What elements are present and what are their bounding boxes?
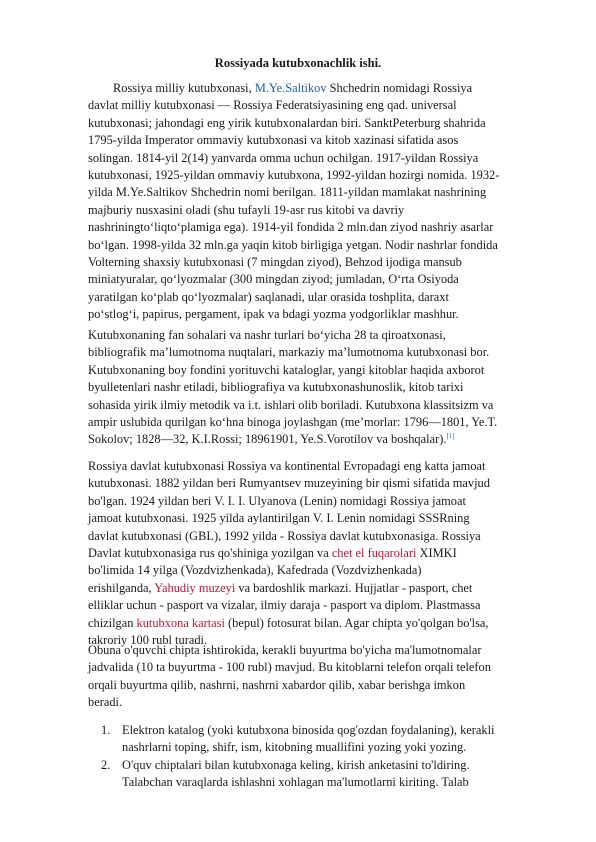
list-item bbox=[101, 722, 531, 757]
list-item-line: Elektron katalog (yoki kutubxona binosida qog'ozdan foydalaning), kerakli bbox=[122, 723, 495, 737]
paragraph-line bbox=[88, 615, 528, 632]
paragraph-line: sohasida yirik ilmiy metodik va i.t. ishlari olib boriladi. Kutubxona klassitsizm va bbox=[88, 397, 494, 412]
list-item bbox=[101, 757, 531, 792]
paragraph-line: Rossiya davlat kutubxonasi Rossiya va kontinental Evropadagi eng katta jamoat bbox=[88, 459, 486, 473]
paragraph-line bbox=[88, 80, 528, 97]
paragraph-line: yaratilgan ko‘plab qo‘lyozmalar) saqlanadi, ular orasida toshplita, daraxt bbox=[88, 289, 449, 304]
list-item-line: nashrlarni toping, shifr, ism, kitobning muallifini yozing yoki yozing. bbox=[122, 740, 467, 755]
link-jewish-museum[interactable]: Yahudiy muzeyi bbox=[154, 580, 236, 595]
paragraph-line bbox=[88, 580, 528, 597]
text-fragment: Davlat kutubxonasiga rus qo'shiniga yozilgan va bbox=[88, 546, 332, 561]
paragraph-line: yilda M.Ye.Saltikov Shchedrin nomi berilgan. 1811-yildan mamlakat nashrining bbox=[88, 185, 487, 200]
paragraph-line: solingan. 1814-yil 2(14) yanvarda omma uchun ochilgan. 1917-yildan Rossiya bbox=[88, 150, 479, 165]
paragraph-reading-rooms bbox=[88, 327, 528, 449]
paragraph-line: bo'lgan. 1924 yildan beri V. I. I. Ulyanova (Lenin) nomidagi Rossiya jamoat bbox=[88, 493, 466, 508]
paragraph-line: bo‘lgan. 1998-yilda 32 mln.ga yaqin kitob birligiga yetgan. Nodir nashrlar fondida bbox=[88, 237, 498, 252]
paragraph-line: Kutubxonaning fan sohalari va nashr turlari bo‘yicha 28 ta qiroatxonasi, bbox=[88, 328, 446, 342]
footnote-reference[interactable]: [1] bbox=[446, 432, 455, 441]
text-fragment: va bardoshlik markazi. Hujjatlar - pasport, chet bbox=[235, 580, 473, 595]
text-fragment: chizilgan bbox=[88, 615, 137, 630]
paragraph-line: miniatyuralar, qo‘lyozmalar (300 mingdan ziyod; jumladan, O‘rta Osiyoda bbox=[88, 272, 459, 287]
paragraph-line: Kutubxonaning boy fondini yorituvchi kataloglar, yangi kitoblar haqida axborot bbox=[88, 362, 485, 377]
paragraph-line bbox=[88, 431, 528, 448]
paragraph-line: bibliografik ma’lumotnoma nuqtalari, markaziy ma’lumotnoma kutubxonasi bor. bbox=[88, 345, 490, 360]
text-fragment: Rossiya milliy kutubxonasi, bbox=[113, 81, 255, 95]
paragraph-line: majburiy nusxasini oladi (shu tufayli 19-asr rus kitobi va davriy bbox=[88, 202, 405, 217]
link-saltikov[interactable]: M.Ye.Saltikov bbox=[254, 81, 327, 95]
paragraph-line: Volterning shaxsiy kutubxonasi (7 mingdan ziyod), Behzod ijodiga mansub bbox=[88, 255, 462, 270]
paragraph-line: jamoat kutubxonasi. 1925 yilda aylantirilgan V. I. Lenin nomidagi SSSRning bbox=[88, 511, 470, 526]
list-number: 2. bbox=[101, 757, 111, 772]
list-item-line: O'quv chiptalari bilan kutubxonaga keling, kirish anketasini to'ldiring. bbox=[122, 757, 470, 772]
paragraph-line: kutubxonasi, 1925-yildan ommaviy kutubxona, 1992-yildan hozirgi nomida. 1932- bbox=[88, 168, 500, 183]
paragraph-line: elliklar uchun - pasport va vizalar, ilmiy daraja - pasport va diplom. Plastmassa bbox=[88, 598, 481, 613]
list-item-line: Talabchan varaqlarda ishlashni xohlagan ma'lumotlarni kiriting. Talab bbox=[122, 775, 469, 790]
paragraph-line: jadvalida (10 ta buyurtma - 100 rubl) mavjud. Bu kitoblarni telefon orqali telefon bbox=[88, 660, 491, 675]
paragraph-line: nashriningto‘liqto‘plamiga ega). 1914-yil fondida 2 mln.dan ziyod nashriy asarlar bbox=[88, 220, 494, 235]
link-library-card[interactable]: kutubxona kartasi bbox=[136, 615, 225, 630]
paragraph-line: takroriy 100 rubl turadi. bbox=[88, 633, 208, 648]
paragraph-line: kutubxonasi; jahondagi eng yirik kutubxonalardan biri. SanktPeterburg shahrida bbox=[88, 115, 486, 130]
paragraph-line: Obuna o'quvchi chipta ishtirokida, kerakli buyurtma bo'yicha ma'lumotnomalar bbox=[88, 643, 482, 657]
paragraph-line: orqali buyurtma qilib, nashrni, nashrni xabardor qilib, xabar berishga imkon bbox=[88, 677, 466, 692]
text-fragment: XIMKI bbox=[416, 546, 457, 561]
list-number: 1. bbox=[101, 723, 111, 737]
paragraph-subscription bbox=[88, 642, 528, 712]
paragraph-line: beradi. bbox=[88, 695, 123, 710]
paragraph-line: po‘stlog‘i, papirus, pergament, ipak va bdagi yozma yodgorliklar mashhur. bbox=[88, 307, 459, 322]
paragraph-line: kutubxonasi. 1882 yildan beri Rumyantsev muzeyining bir qismi sifatida mavjud bbox=[88, 476, 490, 491]
paragraph-line: ampir uslubida qurilgan ko‘hna binoga joylashgan (me’morlar: 1796—1801, Ye.T. bbox=[88, 415, 498, 430]
paragraph-line: 1795-yilda Imperator ommaviy kutubxonasi va kitob xazinasi sifatida asos bbox=[88, 133, 459, 148]
paragraph-national-library bbox=[88, 80, 528, 324]
paragraph-line: davlat milliy kutubxonasi — Rossiya Federatsiyasining eng qad. universal bbox=[88, 98, 457, 113]
paragraph-line: byulletenlari nashr etiladi, bibliografiya va kutubxonashunoslik, kitob tarixi bbox=[88, 380, 464, 395]
paragraph-state-library bbox=[88, 458, 528, 649]
paragraph-line: bo'limida 14 yilga (Vozdvizhenkada), Kafedrada (Vozdvizhenkada) bbox=[88, 563, 422, 578]
link-foreign-citizens[interactable]: chet el fuqarolari bbox=[331, 546, 417, 561]
numbered-list bbox=[101, 722, 531, 792]
page-title: Rossiyada kutubxonachlik ishi. bbox=[214, 56, 382, 70]
text-fragment: Shchedrin nomidagi Rossiya bbox=[326, 81, 473, 95]
paragraph-line: davlat kutubxonasi (GBL), 1992 yilda - Rossiya davlat kutubxonasiga. Rossiya bbox=[88, 528, 481, 543]
text-fragment: Sokolov; 1828—32, K.I.Rossi; 18961901, Ye.S.Vorotilov va boshqalar). bbox=[88, 432, 447, 447]
text-fragment: (bepul) fotosurat bilan. Agar chipta yo'qolgan bo'lsa, bbox=[224, 615, 489, 630]
text-fragment: erishilganda, bbox=[88, 580, 155, 595]
paragraph-line bbox=[88, 545, 528, 562]
